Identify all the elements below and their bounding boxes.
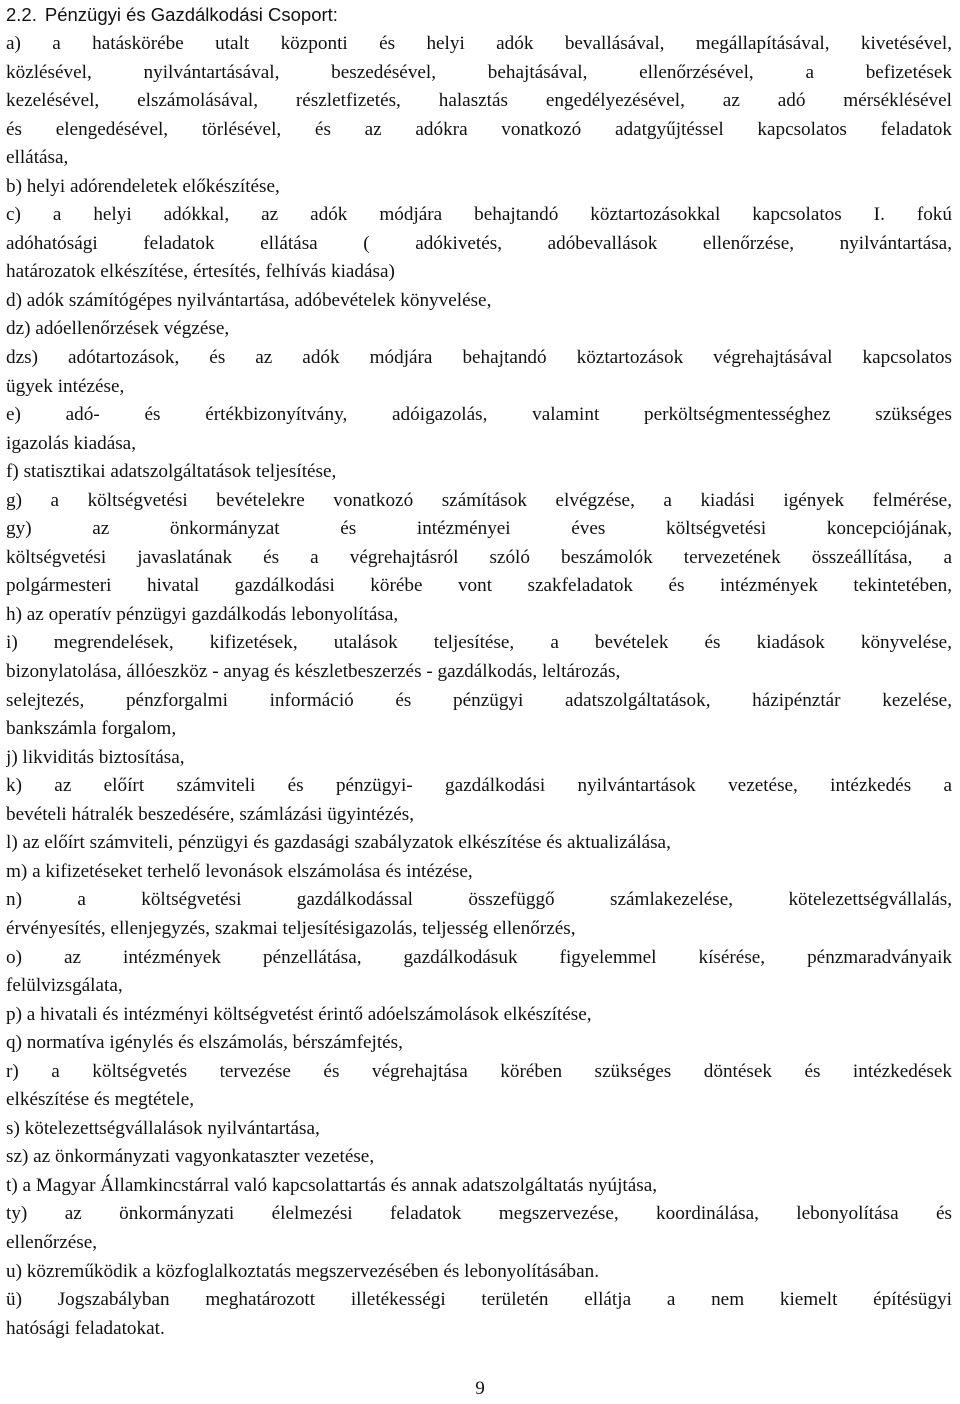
text-line: bizonylatolása, állóeszköz - anyag és készletbeszerzés - gazdálkodás, leltározás, bbox=[6, 661, 621, 683]
text-line: l) az előírt számviteli, pénzügyi és gazdasági szabályzatok elkészítése és aktualizálása, bbox=[6, 832, 671, 854]
text-line: e) adó- és értékbizonyítvány, adóigazolás, valamint perköltségmentességhez szükséges bbox=[6, 404, 952, 426]
text-line: ty) az önkormányzati élelmezési feladatok megszervezése, koordinálása, lebonyolítása és bbox=[6, 1203, 952, 1225]
text-line: költségvetési javaslatának és a végrehajtásról szóló beszámolók tervezetének összeállítása, a bbox=[6, 546, 952, 568]
text-line: b) helyi adórendeletek előkészítése, bbox=[6, 175, 280, 197]
document-page bbox=[6, 0, 952, 1343]
text-line: o) az intézmények pénzellátása, gazdálkodásuk figyelemmel kísérése, pénzmaradványaik bbox=[6, 946, 952, 968]
text-line: bankszámla forgalom, bbox=[6, 718, 177, 740]
text-line: c) a helyi adókkal, az adók módjára behajtandó köztartozásokkal kapcsolatos I. fokú bbox=[6, 204, 952, 226]
text-line: q) normatíva igénylés és elszámolás, bérszámfejtés, bbox=[6, 1032, 403, 1054]
text-line: felülvizsgálata, bbox=[6, 975, 123, 997]
text-line: i) megrendelések, kifizetések, utalások teljesítése, a bevételek és kiadások könyvelése, bbox=[6, 632, 952, 654]
text-line: ügyek intézése, bbox=[6, 375, 125, 397]
section-heading bbox=[6, 1, 952, 28]
text-line: a) a hatáskörébe utalt központi és helyi adók bevallásával, megállapításával, kivetésével, bbox=[6, 33, 952, 54]
text-line: m) a kifizetéseket terhelő levonások elszámolása és intézése, bbox=[6, 860, 473, 882]
text-line: f) statisztikai adatszolgáltatások teljesítése, bbox=[6, 461, 337, 483]
section-number: 2.2. bbox=[6, 4, 37, 25]
text-line: ellenőrzése, bbox=[6, 1231, 98, 1253]
text-line: s) kötelezettségvállalások nyilvántartása, bbox=[6, 1117, 320, 1139]
text-line: ellátása, bbox=[6, 147, 69, 169]
text-line: közlésével, nyilvántartásával, beszedésével, behajtásával, ellenőrzésével, a befizetések bbox=[6, 61, 952, 83]
text-line: gy) az önkormányzat és intézményei éves költségvetési koncepciójának, bbox=[6, 518, 952, 540]
text-line: n) a költségvetési gazdálkodással összefüggő számlakezelése, kötelezettségvállalás, bbox=[6, 889, 952, 911]
page-number: 9 bbox=[475, 1378, 485, 1399]
text-line: u) közreműködik a közfoglalkoztatás megszervezésében és lebonyolításában. bbox=[6, 1260, 599, 1282]
text-line: igazolás kiadása, bbox=[6, 432, 136, 454]
text-line: ü) Jogszabályban meghatározott illetékességi területén ellátja a nem kiemelt építésügyi bbox=[6, 1289, 952, 1311]
text-line: r) a költségvetés tervezése és végrehajtása körében szükséges döntések és intézkedések bbox=[6, 1060, 952, 1082]
text-line: dzs) adótartozások, és az adók módjára behajtandó köztartozások végrehajtásával kapcsolatos bbox=[6, 347, 952, 369]
text-line: hatósági feladatokat. bbox=[6, 1317, 165, 1339]
text-line: bevételi hátralék beszedésére, számlázási ügyintézés, bbox=[6, 803, 415, 825]
text-line: polgármesteri hivatal gazdálkodási körébe vont szakfeladatok és intézmények tekintetében, bbox=[6, 575, 952, 597]
text-line: selejtezés, pénzforgalmi információ és pénzügyi adatszolgáltatások, házipénztár kezelése, bbox=[6, 689, 952, 711]
text-line: és elengedésével, törlésével, és az adókra vonatkozó adatgyűjtéssel kapcsolatos feladatok bbox=[6, 118, 952, 140]
text-line: sz) az önkormányzati vagyonkataszter vezetése, bbox=[6, 1146, 375, 1168]
text-line: j) likviditás biztosítása, bbox=[6, 746, 185, 768]
text-line: határozatok elkészítése, értesítés, felhívás kiadása) bbox=[6, 261, 395, 283]
text-line: g) a költségvetési bevételekre vonatkozó számítások elvégzése, a kiadási igények felmérése, bbox=[6, 489, 952, 511]
text-line: k) az előírt számviteli és pénzügyi- gazdálkodási nyilvántartások vezetése, intézkedés a bbox=[6, 775, 952, 797]
text-line: h) az operatív pénzügyi gazdálkodás lebonyolítása, bbox=[6, 603, 399, 625]
text-line: dz) adóellenőrzések végzése, bbox=[6, 318, 230, 340]
text-line: adóhatósági feladatok ellátása ( adókivetés, adóbevallások ellenőrzése, nyilvántartása, bbox=[6, 232, 952, 254]
text-line: érvényesítés, ellenjegyzés, szakmai teljesítésigazolás, teljesség ellenőrzés, bbox=[6, 917, 576, 939]
task-list bbox=[6, 30, 952, 1343]
text-line: t) a Magyar Államkincstárral való kapcsolattartás és annak adatszolgáltatás nyújtása, bbox=[6, 1174, 658, 1196]
text-line: p) a hivatali és intézményi költségvetést érintő adóelszámolások elkészítése, bbox=[6, 1003, 592, 1025]
text-line: elkészítése és megtétele, bbox=[6, 1089, 195, 1111]
text-line: kezelésével, elszámolásával, részletfizetés, halasztás engedélyezésével, az adó mérséklésével bbox=[6, 90, 952, 112]
section-title: Pénzügyi és Gazdálkodási Csoport: bbox=[44, 4, 338, 25]
text-line: d) adók számítógépes nyilvántartása, adóbevételek könyvelése, bbox=[6, 289, 492, 311]
